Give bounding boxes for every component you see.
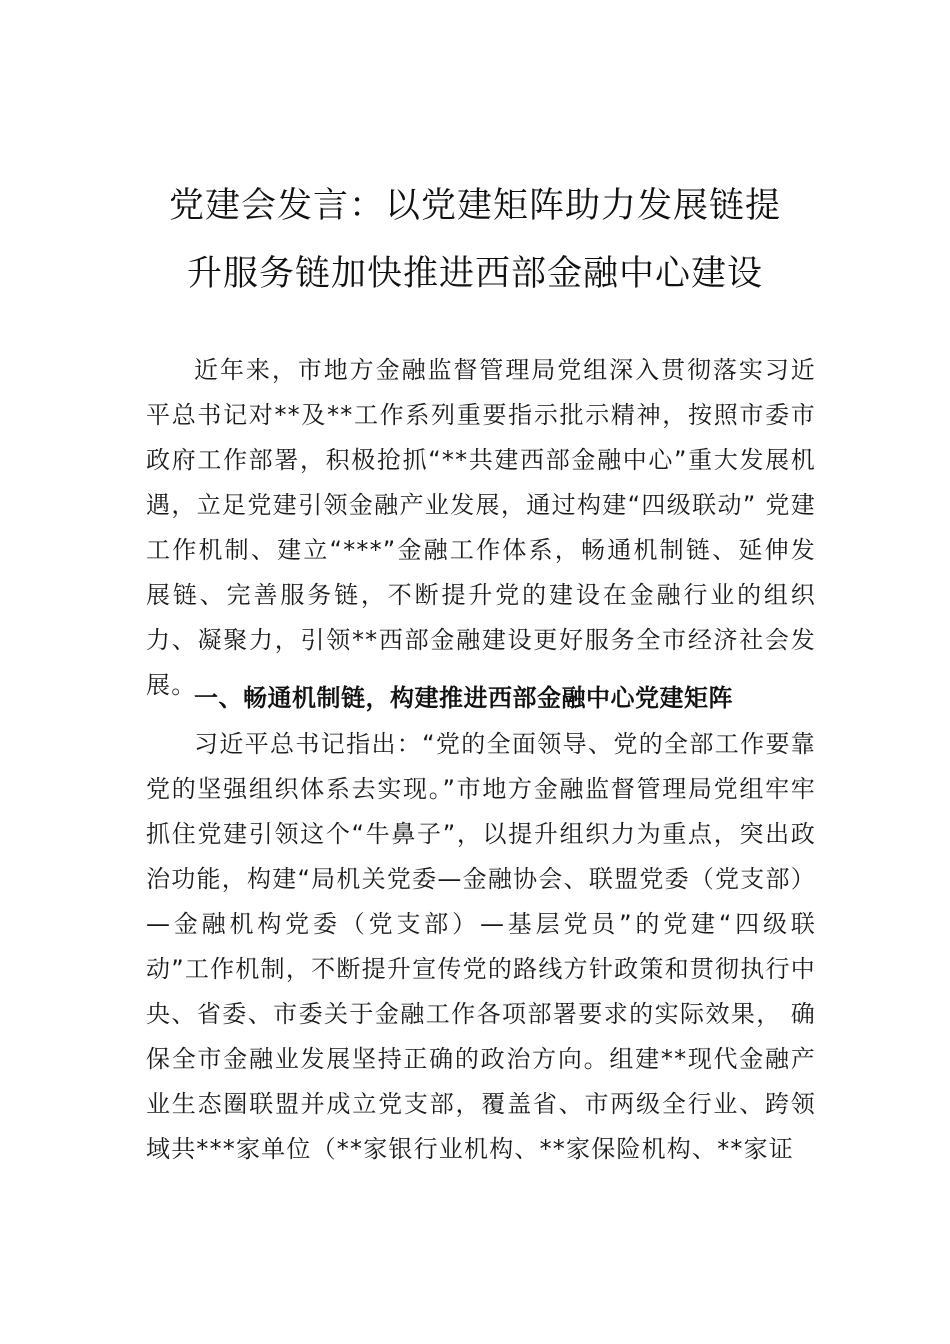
paragraph-intro: 近年来，市地方金融监督管理局党组深入贯彻落实习近平总书记对**及**工作系列重要指示批示精神，按照市委市政府工作部署，积极抢抓“**共建西部金融中心”重大发展机遇，立足党建引领金融产业发展，通过构建“四级联动” 党建工作机制、建立“***”金融工作体系，畅通机制链、延伸发展链、完善服务链，不断提升党的建设在金融行业的组织力、凝聚力，引领**西部金融建设更好服务全市经济社会发展。 bbox=[146, 356, 816, 699]
section-heading-1: 一、畅通机制链，构建推进西部金融中心党建矩阵 bbox=[194, 684, 733, 712]
document-title-line-1: 党建会发言：以党建矩阵助力发展链提 bbox=[168, 186, 781, 226]
document-title-line-2: 升服务链加快推进西部金融中心建设 bbox=[186, 254, 763, 294]
paragraph-section-1: 习近平总书记指出：“党的全面领导、党的全部工作要靠党的坚强组织体系去实现。”市地方金融监督管理局党组牢牢抓住党建引领这个“牛鼻子”，以提升组织力为重点，突出政治功能，构建“局机关党委—金融协会、联盟党委（党支部）—金融机构党委（党支部）—基层党员”的党建“四级联动”工作机制，不断提升宣传党的路线方针政策和贯彻执行中央、省委、市委关于金融工作各项部署要求的实际效果， 确保全市金融业发展坚持正确的政治方向。组建**现代金融产业生态圈联盟并成立党支部，覆盖省、市两级全行业、跨领域共***家单位（**家银行业机构、**家保险机构、**家证 bbox=[146, 730, 816, 1163]
